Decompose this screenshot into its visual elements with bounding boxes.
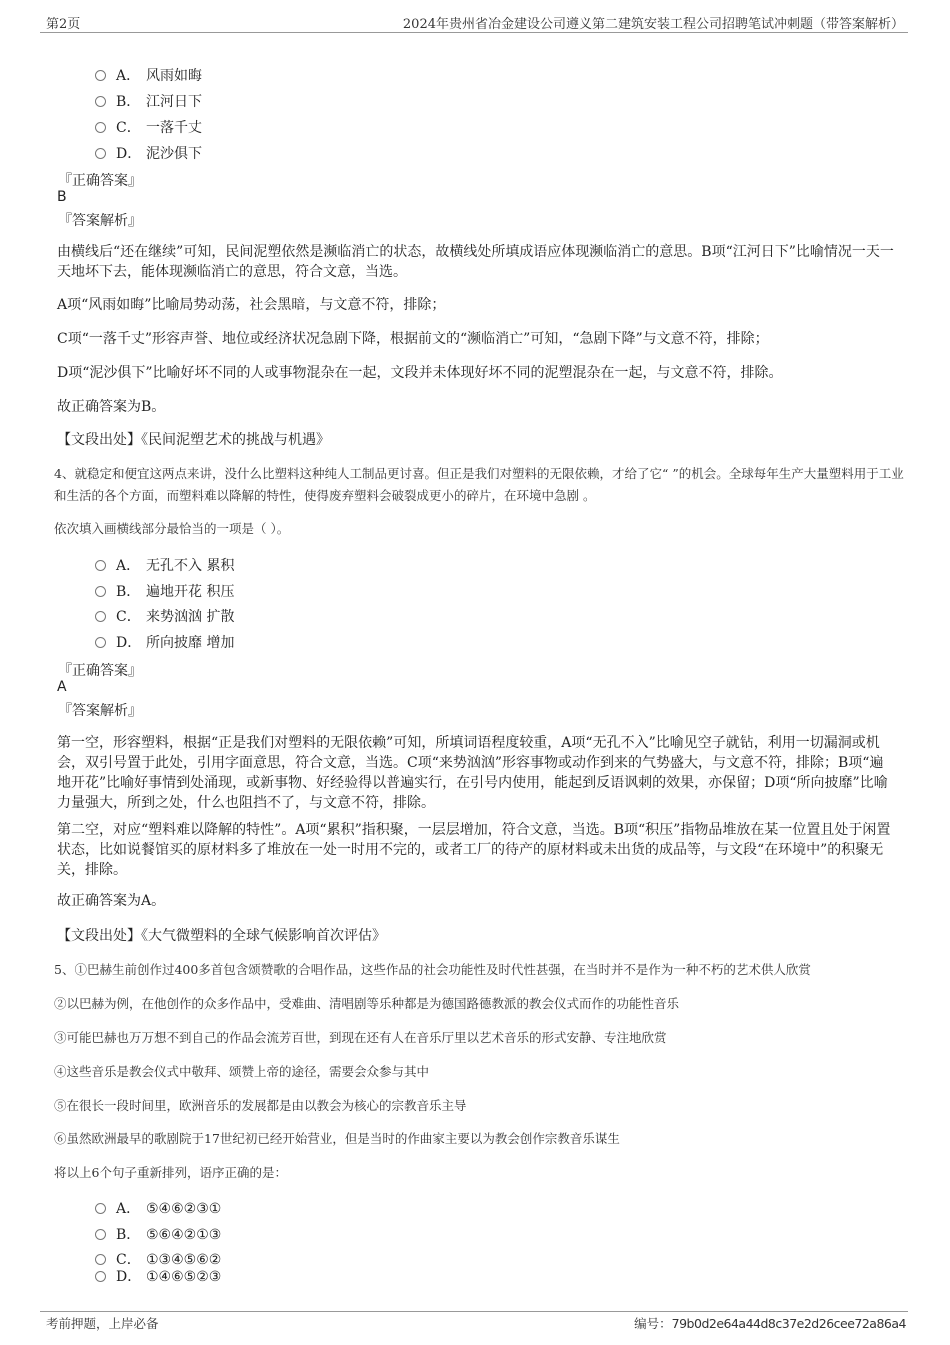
radio-icon[interactable]	[95, 1254, 106, 1265]
q3-answer: B	[57, 189, 67, 205]
footer-divider	[40, 1311, 908, 1312]
radio-icon[interactable]	[95, 1271, 106, 1282]
q4-answer: A	[57, 679, 67, 695]
radio-icon[interactable]	[95, 586, 106, 597]
q4-option-d[interactable]: D． 所向披靡 增加	[95, 632, 234, 652]
q3-option-d[interactable]: D． 泥沙俱下	[95, 143, 202, 163]
q5-prompt: 将以上6个句子重新排列，语序正确的是：	[54, 1165, 287, 1180]
q4-prompt: 依次填入画横线部分最恰当的一项是（ ）。	[54, 521, 290, 536]
radio-icon[interactable]	[95, 70, 106, 81]
q3-analysis-label: 『答案解析』	[58, 213, 142, 229]
q4-option-c[interactable]: C． 来势汹汹 扩散	[95, 606, 234, 626]
footer-code	[634, 1314, 906, 1332]
radio-icon[interactable]	[95, 1203, 106, 1214]
q4-stem: 4、就稳定和便宜这两点来讲，没什么比塑料这种纯人工制品更讨喜。但正是我们对塑料的无限依赖，才给了它“ ”的机会。全球每年生产大量塑料用于工业和生活的各个方面，而塑料难以降解的特性，使得废弃塑料会破裂成更小的碎片，在环境中急剧 。	[54, 466, 904, 503]
q5-option-c[interactable]: C． ①③④⑤⑥②	[95, 1249, 221, 1269]
radio-icon[interactable]	[95, 96, 106, 107]
q4-answer-label: 『正确答案』	[58, 663, 142, 679]
radio-icon[interactable]	[95, 122, 106, 133]
radio-icon[interactable]	[95, 611, 106, 622]
q4-analysis-paragraph: 故正确答案为A。	[57, 893, 166, 909]
q3-analysis-paragraph: A项“风雨如晦”比喻局势动荡，社会黑暗，与文意不符，排除；	[57, 297, 446, 313]
q3-answer-label: 『正确答案』	[58, 173, 142, 189]
q3-analysis-paragraph: D项“泥沙俱下”比喻好坏不同的人或事物混杂在一起，文段并未体现好坏不同的泥塑混杂在一起，与文意不符，排除。	[57, 365, 783, 381]
radio-icon[interactable]	[95, 560, 106, 571]
q5-sentence: ②以巴赫为例，在他创作的众多作品中，受难曲、清唱剧等乐种都是为德国路德教派的教会仪式而作的功能性音乐	[54, 996, 680, 1011]
q5-sentence: ⑥虽然欧洲最早的歌剧院于17世纪初已经开始营业，但是当时的作曲家主要以为教会创作宗教音乐谋生	[54, 1131, 620, 1146]
q4-analysis-paragraph: 第一空，形容塑料，根据“正是我们对塑料的无限依赖”可知，所填词语程度较重，A项“无孔不入”比喻见空子就钻，利用一切漏洞或机会，双引号置于此处，引用字面意思，符合文意，当选。C项“来势汹汹”形容事物或动作到来的气势盛大，与文意不符，排除；B项“遍地开花”比喻好事情到处涌现，或新事物、好经验得以普遍实行，在引号内使用，能起到反语讽刺的效果，亦保留；D项“所向披靡”比喻力量强大，所到之处，什么也阻挡不了，与文意不符，排除。	[57, 735, 888, 811]
q5-option-b[interactable]: B． ⑤⑥④②①③	[95, 1224, 221, 1244]
q4-analysis-paragraph: 第二空，对应“塑料难以降解的特性”。A项“累积”指积聚，一层层增加，符合文意，当选。B项“积压”指物品堆放在某一位置且处于闲置状态，比如说餐馆买的原材料多了堆放在一处一时用不完的，或者工厂的待产的原材料或未出货的成品等，与文段“在环境中”的积聚无关，排除。	[57, 822, 891, 878]
q5-option-d[interactable]: D． ①④⑥⑤②③	[95, 1266, 221, 1286]
footer-slogan: 考前押题，上岸必备	[46, 1316, 159, 1331]
radio-icon[interactable]	[95, 1229, 106, 1240]
q5-option-a[interactable]: A． ⑤④⑥②③①	[95, 1198, 221, 1218]
document-title: 2024年贵州省冶金建设公司遵义第二建筑安装工程公司招聘笔试冲刺题（带答案解析）	[402, 17, 904, 32]
q3-option-b[interactable]: B． 江河日下	[95, 91, 202, 111]
q4-option-a[interactable]: A． 无孔不入 累积	[95, 555, 234, 575]
radio-icon[interactable]	[95, 148, 106, 159]
q5-sentence: ④这些音乐是教会仪式中敬拜、颂赞上帝的途径，需要会众参与其中	[54, 1064, 430, 1079]
q5-sentence: ③可能巴赫也万万想不到自己的作品会流芳百世，到现在还有人在音乐厅里以艺术音乐的形式安静、专注地欣赏	[54, 1030, 667, 1045]
page-number: 第2页	[46, 17, 81, 32]
footer-code-value: 79b0d2e64a44d8c37e2d26cee72a86a4	[671, 1316, 906, 1331]
q4-analysis-label: 『答案解析』	[58, 703, 142, 719]
q5-sentence: 5、①巴赫生前创作过400多首包含颂赞歌的合唱作品，这些作品的社会功能性及时代性甚强，在当时并不是作为一种不朽的艺术供人欣赏	[54, 962, 811, 977]
q4-source: 【文段出处】《大气微塑料的全球气候影响首次评估》	[57, 928, 386, 944]
radio-icon[interactable]	[95, 637, 106, 648]
q3-analysis-paragraph: C项“一落千丈”形容声誉、地位或经济状况急剧下降，根据前文的“濒临消亡”可知，“急剧下降”与文意不符，排除；	[57, 331, 769, 347]
q4-option-b[interactable]: B． 遍地开花 积压	[95, 581, 234, 601]
footer-code-label: 编号：	[634, 1316, 672, 1331]
q5-sentence: ⑤在很长一段时间里，欧洲音乐的发展都是由以教会为核心的宗教音乐主导	[54, 1098, 467, 1113]
q3-option-c[interactable]: C． 一落千丈	[95, 117, 202, 137]
q3-analysis-paragraph: 故正确答案为B。	[57, 399, 166, 415]
header-divider	[40, 32, 908, 33]
q3-source: 【文段出处】《民间泥塑艺术的挑战与机遇》	[57, 432, 330, 448]
q3-analysis-paragraph: 由横线后“还在继续”可知，民间泥塑依然是濒临消亡的状态，故横线处所填成语应体现濒临消亡的意思。B项“江河日下”比喻情况一天一天地坏下去，能体现濒临消亡的意思，符合文意，当选。	[57, 244, 894, 280]
q3-option-a[interactable]: A． 风雨如晦	[95, 65, 202, 85]
